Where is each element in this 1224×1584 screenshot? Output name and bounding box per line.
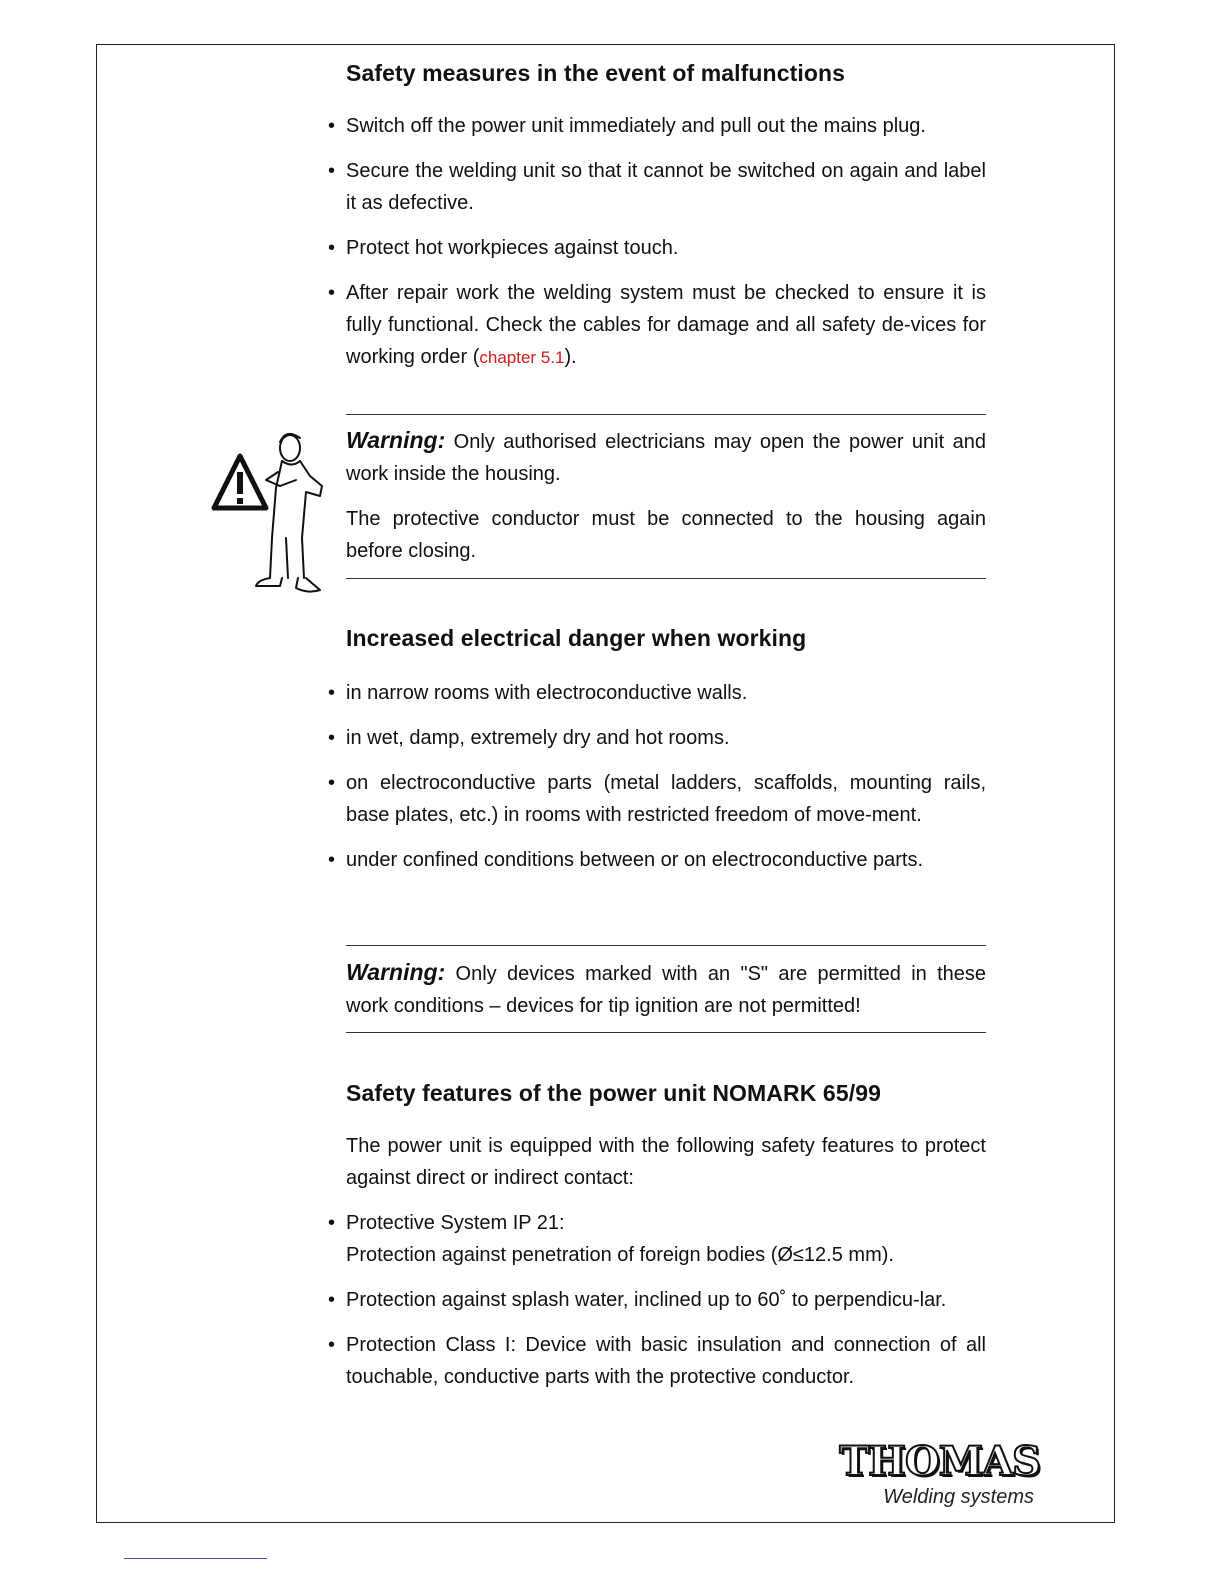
warning-box-devices [346, 945, 986, 1033]
list-item: • After repair work the welding system must be checked to ensure it is fully functional. Check the cables for damage and all safety de-vices for working order (chapter 5.1). [328, 282, 986, 368]
list-item: • on electroconductive parts (metal ladders, scaffolds, mounting rails, base plates, etc.) in rooms with restricted freedom of move-ment. [328, 772, 986, 826]
section-title: Safety measures in the event of malfunctions [346, 60, 846, 86]
list-item: • Protect hot workpieces against touch. [328, 237, 679, 259]
warning-text-2: The protective conductor must be connected to the housing again before closing. [346, 508, 986, 562]
warning-box-electricians [346, 414, 986, 579]
list-item: • Secure the welding unit so that it cannot be switched on again and label it as defective. [328, 160, 986, 214]
company-logo [810, 1440, 1040, 1509]
logo-tagline: Welding systems [883, 1486, 1034, 1508]
section-title: Increased electrical danger when working [346, 625, 807, 651]
logo-brand: THOMAS [839, 1438, 1040, 1485]
list-item: • Protection Class I: Device with basic insulation and connection of all touchable, conductive parts with the protective conductor. [328, 1334, 986, 1388]
list-item: • Protection against splash water, inclined up to 60˚ to perpendicu-lar. [328, 1289, 947, 1311]
list-item: • under confined conditions between or on electroconductive parts. [328, 849, 924, 871]
list-item: • Protective System IP 21: Protection against penetration of foreign bodies (Ø≤12.5 mm). [328, 1212, 894, 1266]
divider [346, 1032, 986, 1033]
list-item: • in wet, damp, extremely dry and hot rooms. [328, 727, 730, 749]
section-malfunctions [328, 60, 986, 374]
list-item: • Switch off the power unit immediately and pull out the mains plug. [328, 115, 926, 137]
chapter-link[interactable]: chapter 5.1 [479, 348, 565, 367]
footer-line [124, 1558, 267, 1559]
warning-man-icon [210, 428, 332, 596]
section-title: Safety features of the power unit NOMARK 65/99 [346, 1080, 881, 1106]
section-intro: The power unit is equipped with the following safety features to protect against direct or indirect contact: [346, 1135, 986, 1189]
section-electrical-danger [328, 625, 986, 876]
warning-text: Warning: Only authorised electricians may open the power unit and work inside the housing. [346, 427, 986, 485]
list-item: • in narrow rooms with electroconductive walls. [328, 682, 748, 704]
divider [346, 578, 986, 579]
section-safety-features [328, 1080, 986, 1393]
warning-text: Warning: Only devices marked with an "S" are permitted in these work conditions – devices for tip ignition are not permitted! [346, 959, 986, 1017]
